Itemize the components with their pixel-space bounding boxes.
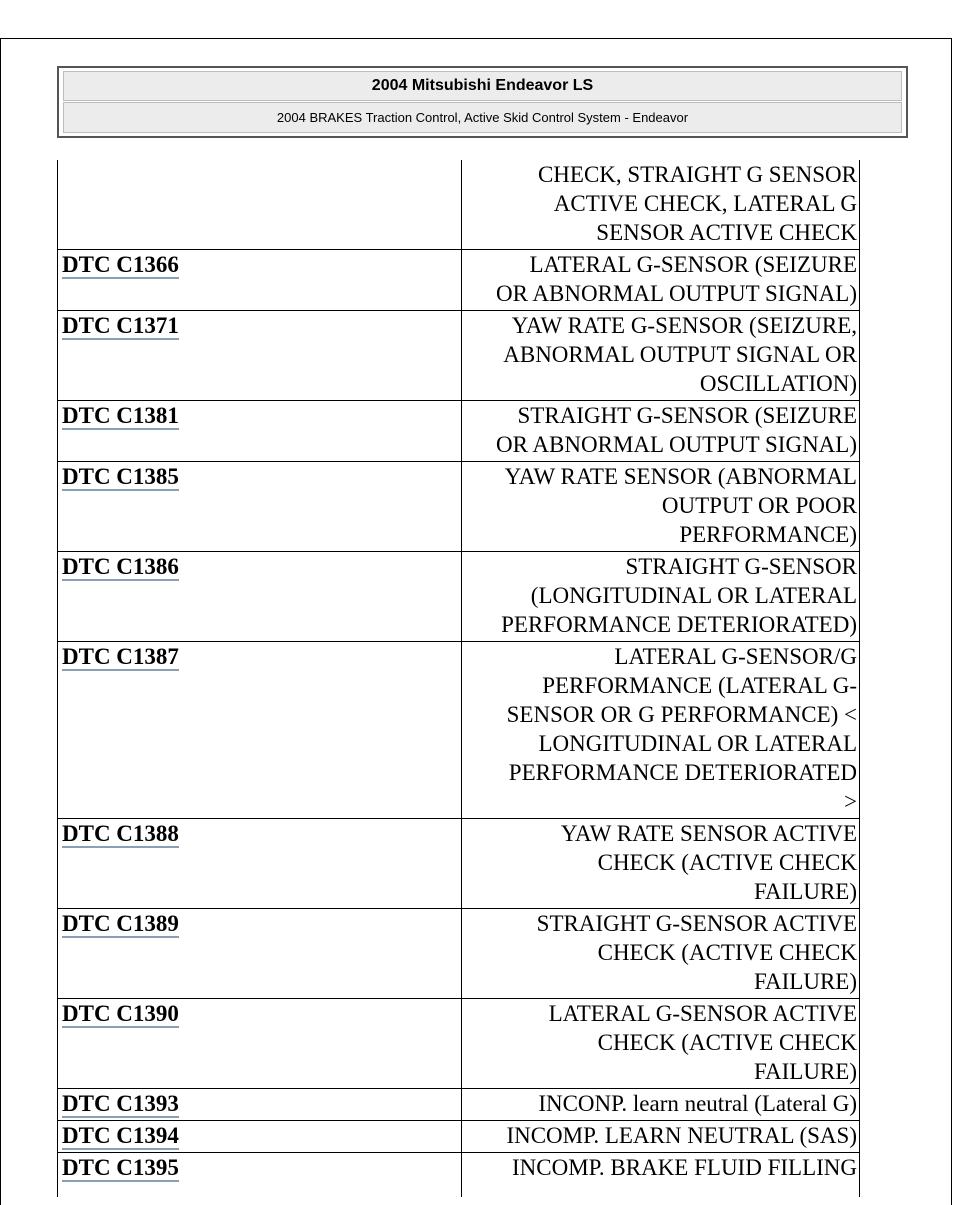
dtc-description-cell — [462, 642, 860, 819]
dtc-description-line: STRAIGHT G-SENSOR (SEIZURE — [517, 403, 857, 428]
dtc-code-cell — [58, 642, 462, 819]
table-row — [58, 401, 860, 462]
dtc-description-cell — [462, 462, 860, 552]
dtc-code-cell — [58, 250, 462, 311]
table-row — [58, 250, 860, 311]
dtc-description-cell — [462, 311, 860, 401]
dtc-description-line: SENSOR ACTIVE CHECK — [596, 220, 857, 245]
dtc-code-link[interactable]: DTC C1387 — [62, 644, 179, 669]
dtc-description-line: OSCILLATION) — [699, 371, 857, 396]
dtc-code-link[interactable]: DTC C1381 — [62, 403, 179, 428]
dtc-description-line: PERFORMANCE) — [679, 522, 857, 547]
dtc-code-cell — [58, 1121, 462, 1153]
dtc-description-line: LATERAL G-SENSOR (SEIZURE — [529, 252, 857, 277]
dtc-description-line: SENSOR OR G PERFORMANCE) < — [506, 702, 857, 727]
dtc-description-cell — [462, 401, 860, 462]
table-row — [58, 311, 860, 401]
dtc-code-link[interactable]: DTC C1395 — [62, 1155, 179, 1180]
dtc-description-line: PERFORMANCE DETERIORATED — [508, 760, 857, 785]
dtc-code-link[interactable]: DTC C1366 — [62, 252, 179, 277]
dtc-description-line: CHECK, STRAIGHT G SENSOR — [537, 162, 857, 187]
table-row — [58, 1153, 860, 1198]
dtc-table — [57, 160, 860, 1197]
dtc-code-cell — [58, 909, 462, 999]
dtc-code-cell — [58, 462, 462, 552]
dtc-description-line: YAW RATE G-SENSOR (SEIZURE, — [511, 313, 857, 338]
dtc-description-cell — [462, 999, 860, 1089]
dtc-description-cell — [462, 819, 860, 909]
dtc-description-line: YAW RATE SENSOR (ABNORMAL — [504, 464, 857, 489]
dtc-description-line: INCOMP. BRAKE FLUID FILLING — [511, 1155, 857, 1180]
dtc-code-cell — [58, 1153, 462, 1198]
table-row — [58, 909, 860, 999]
table-row — [58, 642, 860, 819]
dtc-description-line: STRAIGHT G-SENSOR — [625, 554, 857, 579]
dtc-description-line: OR ABNORMAL OUTPUT SIGNAL) — [496, 432, 857, 457]
dtc-code-cell — [58, 552, 462, 642]
dtc-description-line: LATERAL G-SENSOR/G — [614, 644, 857, 669]
dtc-description-line: LATERAL G-SENSOR ACTIVE — [548, 1001, 857, 1026]
dtc-code-link[interactable]: DTC C1390 — [62, 1001, 179, 1026]
table-row — [58, 160, 860, 250]
table-row — [58, 999, 860, 1089]
dtc-description-line: (LONGITUDINAL OR LATERAL — [530, 583, 857, 608]
dtc-code-cell — [58, 160, 462, 250]
dtc-description-line: STRAIGHT G-SENSOR ACTIVE — [536, 911, 857, 936]
dtc-code-cell — [58, 311, 462, 401]
document-header — [57, 66, 908, 138]
dtc-code-cell — [58, 999, 462, 1089]
dtc-description-cell — [462, 160, 860, 250]
dtc-description-line: INCONP. learn neutral (Lateral G) — [538, 1091, 857, 1116]
dtc-code-link[interactable]: DTC C1386 — [62, 554, 179, 579]
table-row — [58, 462, 860, 552]
dtc-code-cell — [58, 401, 462, 462]
dtc-code-link[interactable]: DTC C1394 — [62, 1123, 179, 1148]
dtc-description-line: CHECK (ACTIVE CHECK — [597, 1030, 857, 1055]
dtc-description-cell — [462, 250, 860, 311]
dtc-description-line: OR ABNORMAL OUTPUT SIGNAL) — [496, 281, 857, 306]
dtc-description-line: FAILURE) — [753, 879, 857, 904]
table-row — [58, 1121, 860, 1153]
dtc-description-line: PERFORMANCE DETERIORATED) — [501, 612, 857, 637]
dtc-code-cell — [58, 819, 462, 909]
dtc-code-link[interactable]: DTC C1393 — [62, 1091, 179, 1116]
dtc-description-line: CHECK (ACTIVE CHECK — [597, 940, 857, 965]
dtc-description-line: ACTIVE CHECK, LATERAL G — [553, 191, 857, 216]
dtc-description-cell — [462, 1121, 860, 1153]
table-row — [58, 552, 860, 642]
dtc-code-link[interactable]: DTC C1389 — [62, 911, 179, 936]
dtc-description-line: FAILURE) — [753, 969, 857, 994]
dtc-description-line: PERFORMANCE (LATERAL G- — [542, 673, 857, 698]
dtc-description-cell — [462, 1153, 860, 1198]
dtc-code-link[interactable]: DTC C1388 — [62, 821, 179, 846]
table-row — [58, 1089, 860, 1121]
document-title: 2004 Mitsubishi Endeavor LS — [63, 71, 902, 101]
dtc-description-line: INCOMP. LEARN NEUTRAL (SAS) — [506, 1123, 857, 1148]
dtc-description-line: LONGITUDINAL OR LATERAL — [538, 731, 857, 756]
dtc-description-line: FAILURE) — [753, 1059, 857, 1084]
dtc-description-cell — [462, 1089, 860, 1121]
dtc-code-link[interactable]: DTC C1371 — [62, 313, 179, 338]
dtc-description-line: YAW RATE SENSOR ACTIVE — [560, 821, 857, 846]
dtc-code-link[interactable]: DTC C1385 — [62, 464, 179, 489]
dtc-description-cell — [462, 909, 860, 999]
document-subtitle: 2004 BRAKES Traction Control, Active Skid Control System - Endeavor — [63, 102, 902, 133]
table-row — [58, 819, 860, 909]
dtc-table-body — [58, 160, 860, 1197]
dtc-description-cell — [462, 552, 860, 642]
dtc-description-line: CHECK (ACTIVE CHECK — [597, 850, 857, 875]
dtc-code-cell — [58, 1089, 462, 1121]
dtc-description-line: > — [844, 789, 857, 814]
dtc-description-line: ABNORMAL OUTPUT SIGNAL OR — [503, 342, 857, 367]
dtc-description-line: OUTPUT OR POOR — [661, 493, 857, 518]
